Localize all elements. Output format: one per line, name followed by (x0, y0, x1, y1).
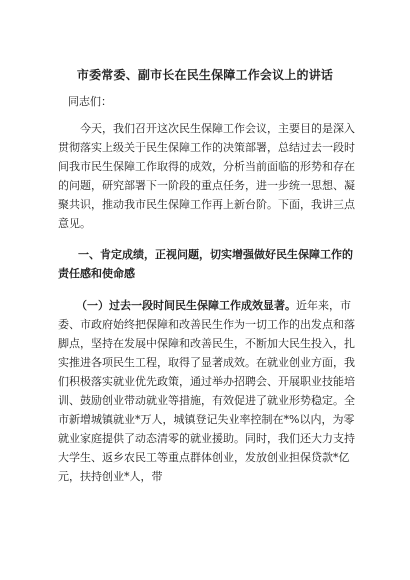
salutation: 同志们： (68, 95, 112, 108)
section-heading-1: 一、肯定成绩，正视问题，切实增强做好民生保障工作的责任感和使命感 (58, 248, 353, 280)
intro-paragraph: 今天，我们召开这次民生保障工作会议，主要目的是深入贯彻落实上级关于民生保障工作的决策部署，总结过去一段时间我市民生保障工作取得的成效，分析当前面临的形势和存在的问题，研究部署下一阶段的重点任务，进一步统一思想、凝聚共识，推动我市民生保障工作再上新台阶。下面，我讲三点意见。 (58, 122, 355, 230)
document-title: 市委常委、副市长在民生保障工作会议上的讲话 (76, 68, 334, 82)
subsection-paragraph-1 (58, 296, 362, 486)
subsection-body: 近年来，市委、市政府始终把保障和改善民生作为一切工作的出发点和落脚点，坚持在发展中保障和改善民生，不断加大民生投入，扎实推进各项民生工程，取得了显著成效。在就业创业方面，我们积极落实就业优先政策，通过举办招聘会、开展职业技能培训、鼓励创业带动就业等措施，有效促进了就业形势稳定。全市新增城镇就业*万人，城镇登记失业率控制在*%以内，为零就业家庭提供了动态清零的就业援助。同时，我们还大力支持大学生、返乡农民工等重点群体创业，发放创业担保贷款*亿元，扶持创业*人，带 (58, 299, 355, 483)
subsection-lead: （一）过去一段时间民生保障工作成效显著。 (76, 299, 296, 312)
